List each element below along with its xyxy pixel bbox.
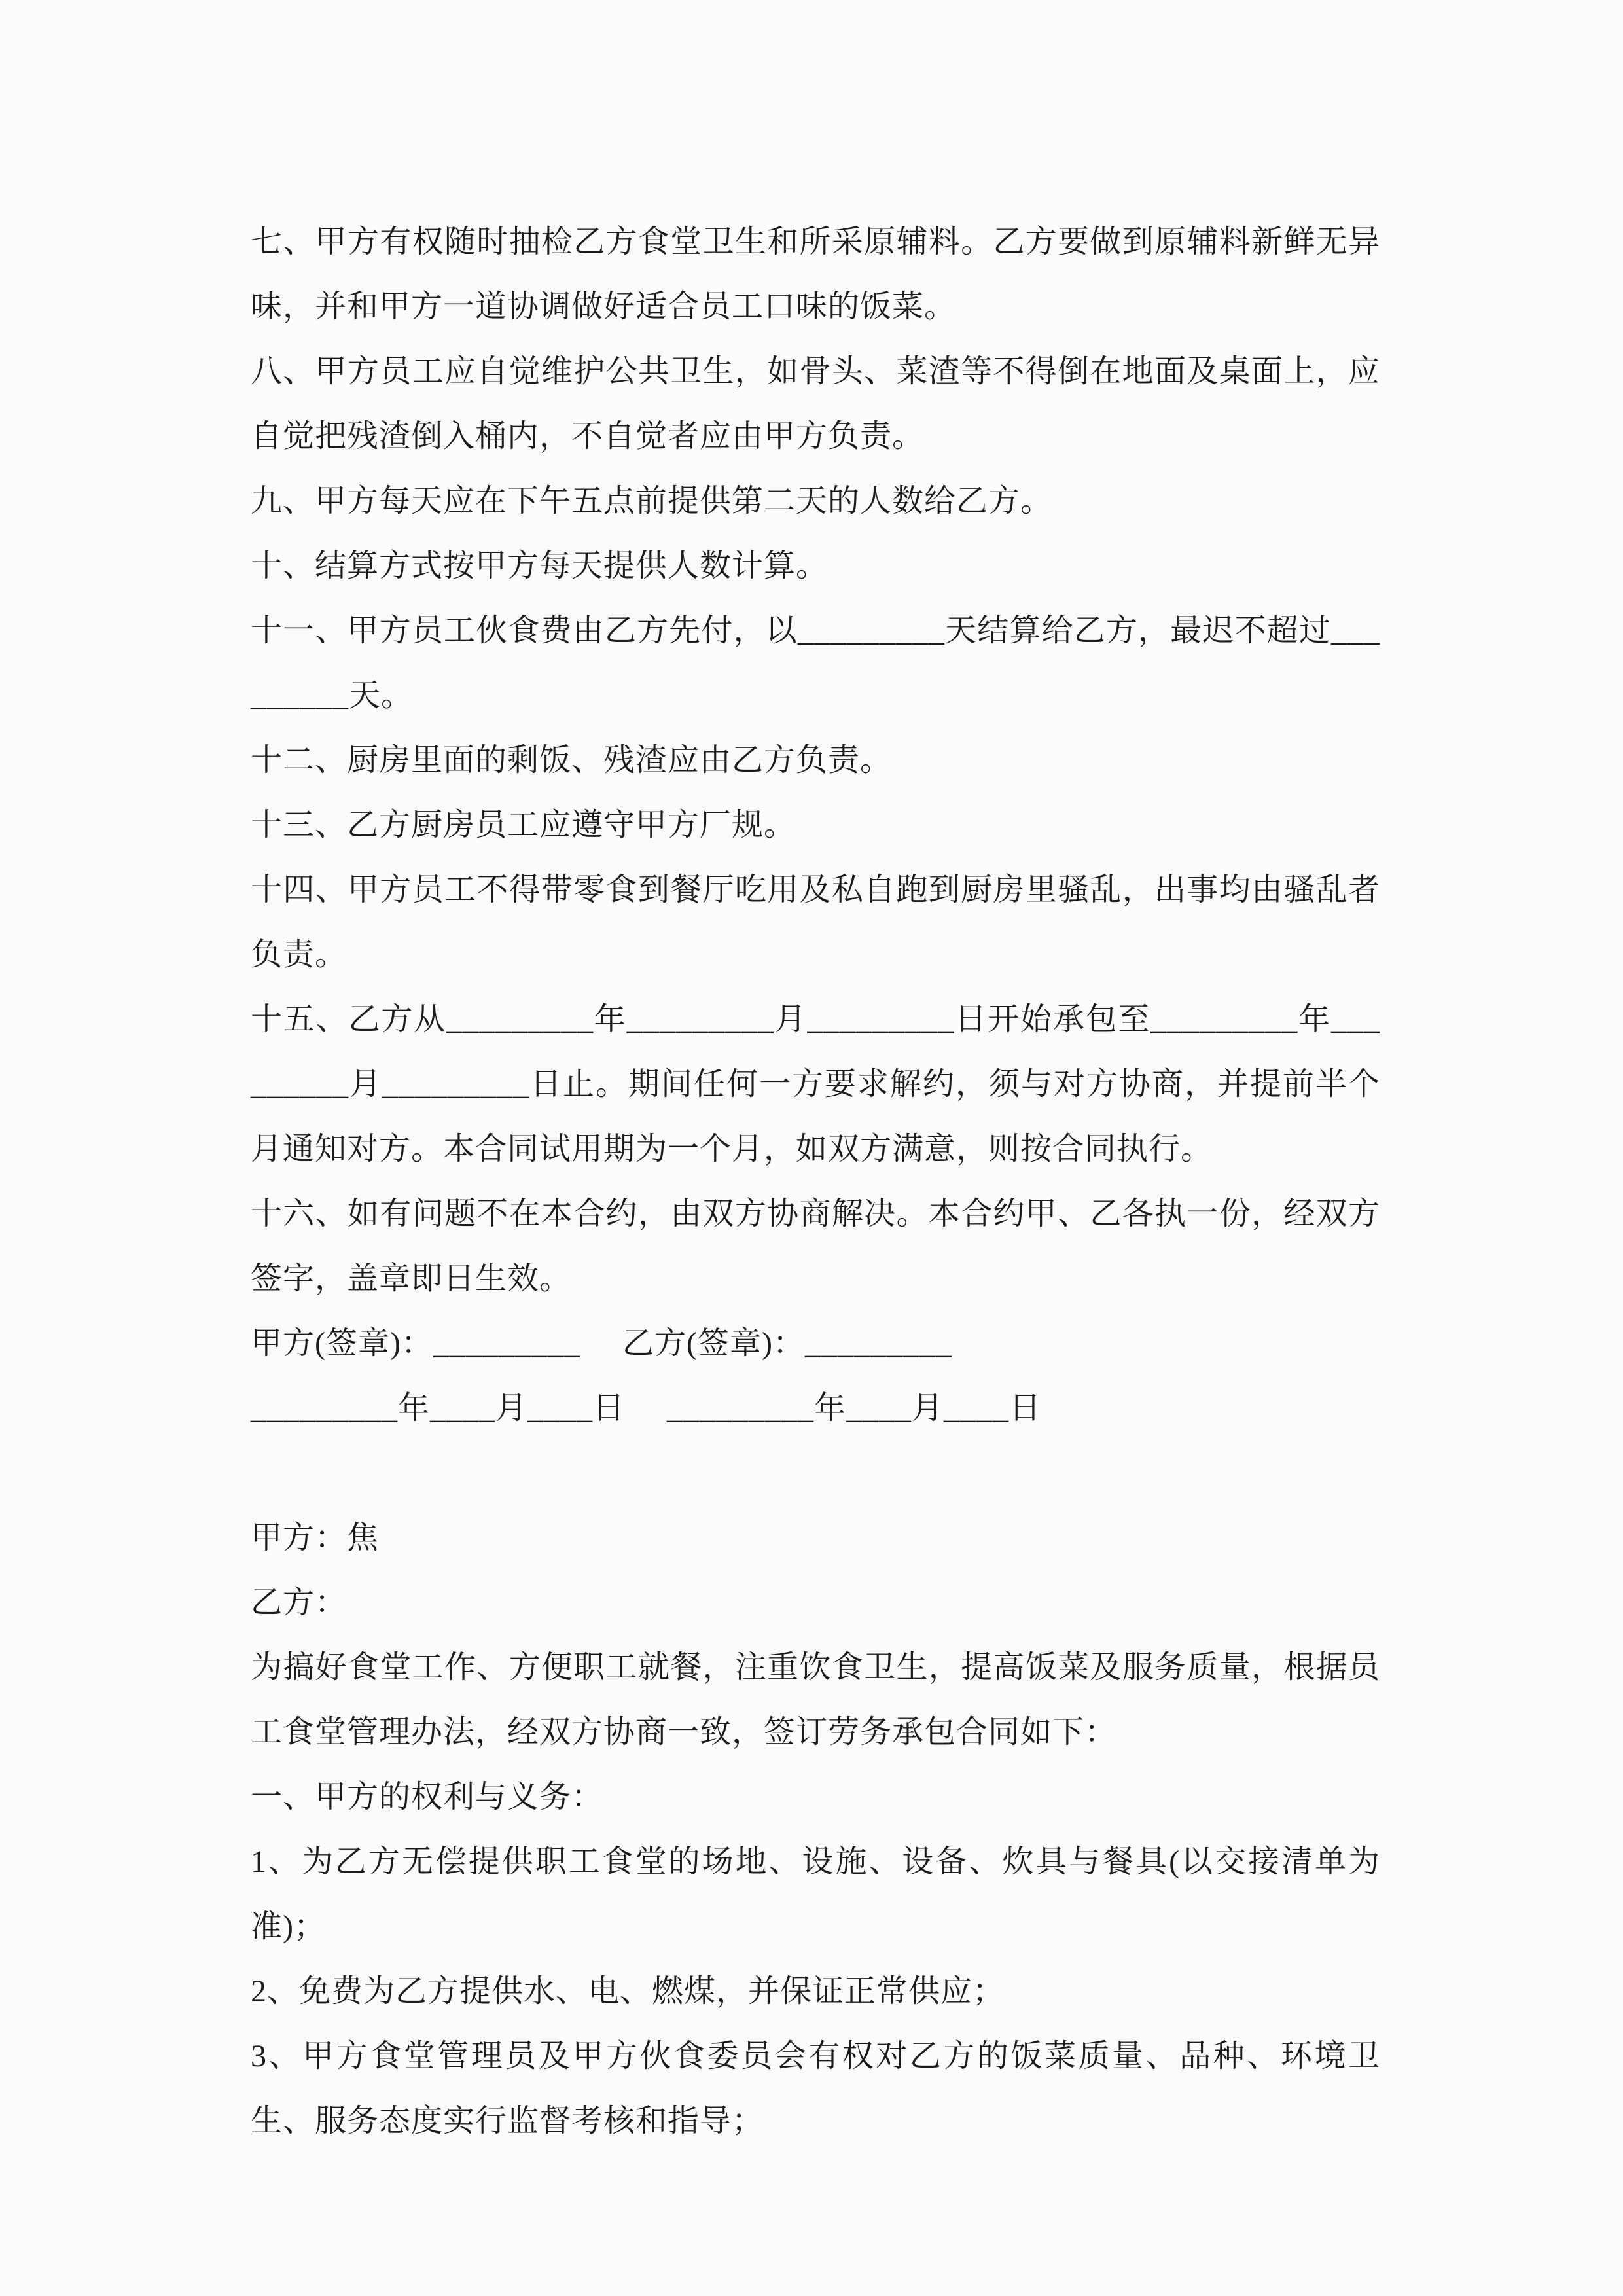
- item-paragraph-3: 3、甲方食堂管理员及甲方伙食委员会有权对乙方的饭菜质量、品种、环境卫生、服务态度实行监督考核和指导；: [251, 2039, 1380, 2138]
- item-paragraph-1: 1、为乙方无偿提供职工食堂的场地、设施、设备、炊具与餐具(以交接清单为准)；: [251, 1844, 1380, 1944]
- clause-paragraph-8: 八、甲方员工应自觉维护公共卫生，如骨头、菜渣等不得倒在地面及桌面上，应自觉把残渣倒入桶内，不自觉者应由甲方负责。: [251, 354, 1380, 454]
- party-b-date-line: _________年____月____日: [667, 1391, 1042, 1426]
- blank-line: [251, 1441, 1380, 1505]
- date-row: [251, 1376, 1380, 1441]
- clause-paragraph-15: 十五、乙方从_________年_________月_________日开始承包至_________年_________月_________日止。期间任何一方要求解约，须与对方协商，并提前半个月通知对方。本合同试用期为一个月，如双方满意，则按合同执行。: [251, 1002, 1380, 1166]
- clause-paragraph-14: 十四、甲方员工不得带零食到餐厅吃用及私自跑到厨房里骚乱，出事均由骚乱者负责。: [251, 872, 1380, 972]
- party-a-date-line: _________年____月____日: [251, 1391, 626, 1426]
- section-heading-rights: 一、甲方的权利与义务：: [251, 1780, 604, 1814]
- clause-paragraph-11: 十一、甲方员工伙食费由乙方先付，以_________天结算给乙方，最迟不超过_________天。: [251, 613, 1380, 713]
- clause-paragraph-13: 十三、乙方厨房员工应遵守甲方厂规。: [251, 808, 796, 842]
- party-a-signature-line: 甲方(签章)：_________: [251, 1326, 580, 1361]
- party-b-heading: 乙方：: [251, 1585, 348, 1620]
- clause-paragraph-12: 十二、厨房里面的剩饭、残渣应由乙方负责。: [251, 743, 893, 778]
- clause-paragraph-9: 九、甲方每天应在下午五点前提供第二天的人数给乙方。: [251, 484, 1053, 518]
- clause-paragraph-7: 七、甲方有权随时抽检乙方食堂卫生和所采原辅料。乙方要做到原辅料新鲜无异味，并和甲方一道协调做好适合员工口味的饭菜。: [251, 224, 1380, 324]
- party-a-heading: 甲方：焦: [251, 1520, 380, 1555]
- party-b-signature-line: 乙方(签章)：_________: [622, 1326, 952, 1361]
- clause-paragraph-10: 十、结算方式按甲方每天提供人数计算。: [251, 548, 829, 583]
- clause-paragraph-16: 十六、如有问题不在本合约，由双方协商解决。本合约甲、乙各执一份，经双方签字，盖章即日生效。: [251, 1196, 1380, 1296]
- contract-body: [251, 209, 1380, 2153]
- signature-row: [251, 1311, 1380, 1376]
- item-paragraph-2: 2、免费为乙方提供水、电、燃煤，并保证正常供应；: [251, 1974, 1005, 2009]
- preamble-paragraph: 为搞好食堂工作、方便职工就餐，注重饮食卫生，提高饭菜及服务质量，根据员工食堂管理办法，经双方协商一致，签订劳务承包合同如下：: [251, 1650, 1380, 1749]
